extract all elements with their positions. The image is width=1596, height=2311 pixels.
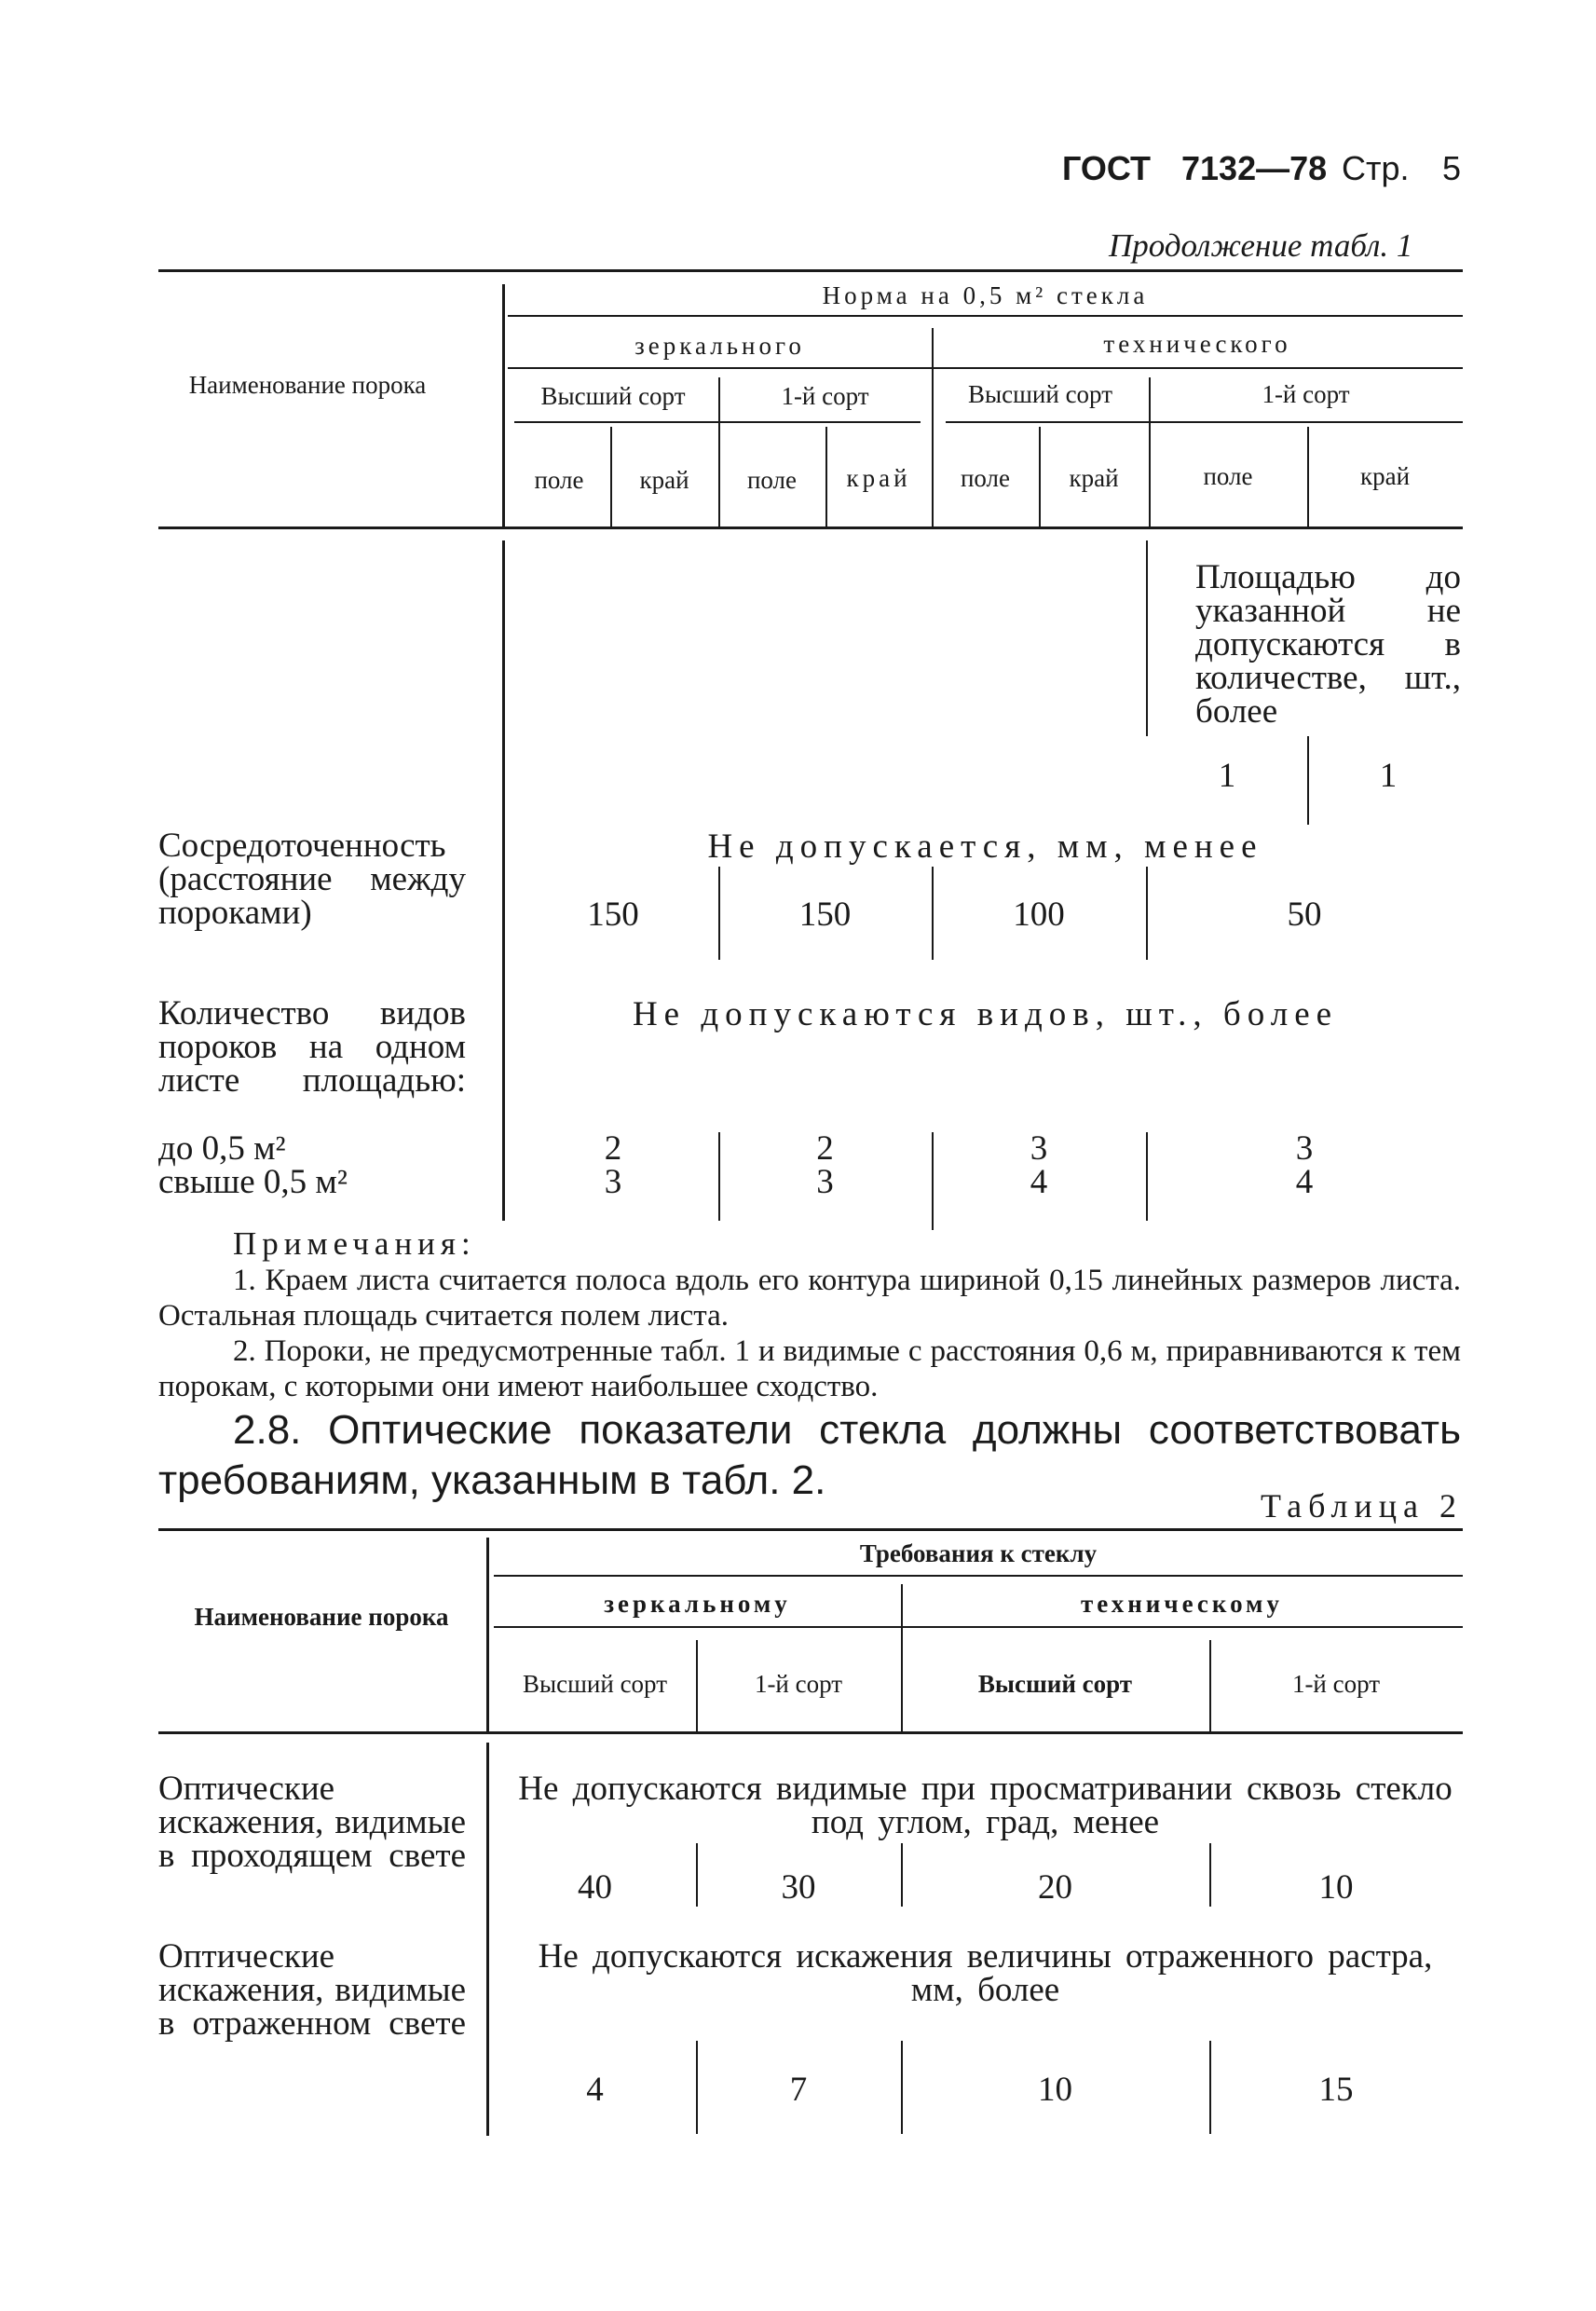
table1-row2-name: Количество видов пороков на одном листе площадью:: [158, 994, 466, 1100]
table2-row2-value-1: 4: [586, 2071, 604, 2109]
table1-edge-3: край: [1069, 464, 1119, 492]
table1-grade-top-tech: Высший сорт: [968, 380, 1112, 408]
table2-technical-header: техническому: [1081, 1590, 1283, 1618]
table2-req-header: Требования к стеклу: [859, 1539, 1098, 1567]
section-2-8: 2.8. Оптические показатели стекла должны соответствовать требованиям, указанным в табл. 2.: [158, 1407, 1461, 1503]
table2-row1-value-4: 10: [1318, 1868, 1354, 1907]
table2-body-vline-name: [486, 1743, 489, 2136]
table2-row2-condition: Не допускаются искажения величины отраженного растра, мм, более: [538, 1937, 1433, 2009]
gost-label: ГОСТ: [1062, 149, 1152, 187]
table1-row1-value-1: 150: [587, 896, 639, 934]
table1-row2-a-value-2: 2: [816, 1129, 834, 1168]
table2-header-bottom-rule: [158, 1731, 1463, 1734]
table2-row1-name: Оптические искажения, видимые в проходящем свете: [158, 1770, 466, 1875]
table1-row1-value-4: 50: [1287, 896, 1322, 934]
table1-row2-b-value-1: 3: [604, 1163, 622, 1201]
gost-number: 7132—78: [1181, 149, 1328, 187]
notes-title: Примечания:: [233, 1225, 476, 1262]
table2-col-name: Наименование порока: [194, 1603, 449, 1631]
table1-row1-value-3: 100: [1013, 896, 1065, 934]
table1-mirror-header: зеркального: [634, 332, 805, 360]
table1-grade-top-mirror: Высший сорт: [540, 382, 686, 410]
continuation-label: Продолжение табл. 1: [1109, 227, 1413, 264]
table1-field-4: поле: [1203, 462, 1253, 490]
table1-row2-sub1: до 0,5 м²: [158, 1129, 286, 1168]
table1-edge-2: край: [846, 464, 911, 492]
table2-row1-value-3: 20: [1038, 1868, 1072, 1907]
table1-field-3: поле: [960, 464, 1011, 492]
table1-technical-header: технического: [1103, 330, 1291, 358]
table2-row1-value-1: 40: [578, 1868, 612, 1907]
table2-row2-value-4: 15: [1318, 2071, 1354, 2109]
table2-rule-kind: [494, 1626, 1463, 1628]
table2-grade-first-tech: 1-й сорт: [1291, 1670, 1381, 1698]
table1-norm-header: Норма на 0,5 м² стекла: [822, 281, 1149, 309]
table2-row1-condition: Не допускаются видимые при просматривании сквозь стекло под углом, град, менее: [518, 1770, 1453, 1841]
table2-rule-req: [494, 1575, 1463, 1577]
table2-vline-name: [486, 1538, 489, 1731]
table1-body-vline-area: [1146, 540, 1148, 736]
table1-rule-kind: [508, 367, 1463, 369]
table1-row2-condition: Не допускаются видов, шт., более: [632, 995, 1339, 1033]
table1-area-value-edge: 1: [1379, 757, 1398, 795]
table2-grade-top-tech: Высший сорт: [977, 1670, 1133, 1698]
table1-field-1: поле: [534, 466, 584, 494]
table2-grade-top-mirror: Высший сорт: [523, 1670, 667, 1698]
table1-row2-b-value-3: 4: [1030, 1163, 1048, 1201]
table1-row2-b-value-2: 3: [816, 1163, 834, 1201]
table1-header-bottom-rule: [158, 526, 1463, 529]
table1-edge-1: край: [639, 466, 689, 494]
table2-top-rule: [158, 1528, 1463, 1531]
table1-field-2: поле: [746, 466, 798, 494]
table1-grade-first-mirror: 1-й сорт: [781, 382, 869, 410]
table1-vline-name: [502, 284, 505, 526]
table1-area-value-field: 1: [1218, 757, 1236, 795]
table1-row1-name: Сосредоточенность (расстояние между пороками): [158, 827, 466, 932]
table1-row2-a-value-1: 2: [604, 1129, 622, 1168]
table2-grade-first-mirror: 1-й сорт: [754, 1670, 843, 1698]
page-label: Стр.: [1342, 149, 1410, 187]
table1-rule-norm: [508, 315, 1463, 317]
table1-row2-a-value-3: 3: [1030, 1129, 1048, 1168]
table1-top-rule: [158, 269, 1463, 272]
table1-rule-grade-mirror: [514, 421, 921, 423]
note-item-1: 1. Краем листа считается полоса вдоль его контура шириной 0,15 линейных размеров листа. Остальная площадь считается полем листа.: [158, 1264, 1461, 1333]
table1-body-vline-area-split: [1307, 736, 1309, 825]
table1-row2-sub2: свыше 0,5 м²: [158, 1163, 348, 1201]
table1-body-vline-name: [502, 540, 505, 1221]
table2-row2-value-2: 7: [789, 2071, 808, 2109]
table2-row1-value-2: 30: [781, 1868, 816, 1907]
table2-row2-name: Оптические искажения, видимые в отраженном свете: [158, 1937, 466, 2043]
table2-title: Таблица 2: [1261, 1487, 1463, 1525]
table2-mirror-header: зеркальному: [604, 1590, 791, 1618]
table1-row2-a-value-4: 3: [1295, 1129, 1314, 1168]
note-item-2: 2. Пороки, не предусмотренные табл. 1 и видимые с расстояния 0,6 м, приравниваются к тем порокам, с которыми они имеют наибольшее сходство.: [158, 1334, 1461, 1403]
table1-grade-first-tech: 1-й сорт: [1262, 380, 1350, 408]
table1-col-name: Наименование порока: [188, 371, 427, 399]
table1-edge-4: край: [1359, 462, 1411, 490]
table1-row2-b-value-4: 4: [1295, 1163, 1314, 1201]
table1-rule-grade-tech: [946, 421, 1463, 423]
table1-row1-value-2: 150: [798, 896, 852, 934]
table1-area-note: Площадью до указанной не допускаются в количестве, шт., более: [1195, 558, 1461, 731]
page-number: 5: [1442, 149, 1462, 187]
table2-row2-value-3: 10: [1038, 2071, 1072, 2109]
table1-row1-condition: Не допускается, мм, менее: [707, 827, 1263, 866]
